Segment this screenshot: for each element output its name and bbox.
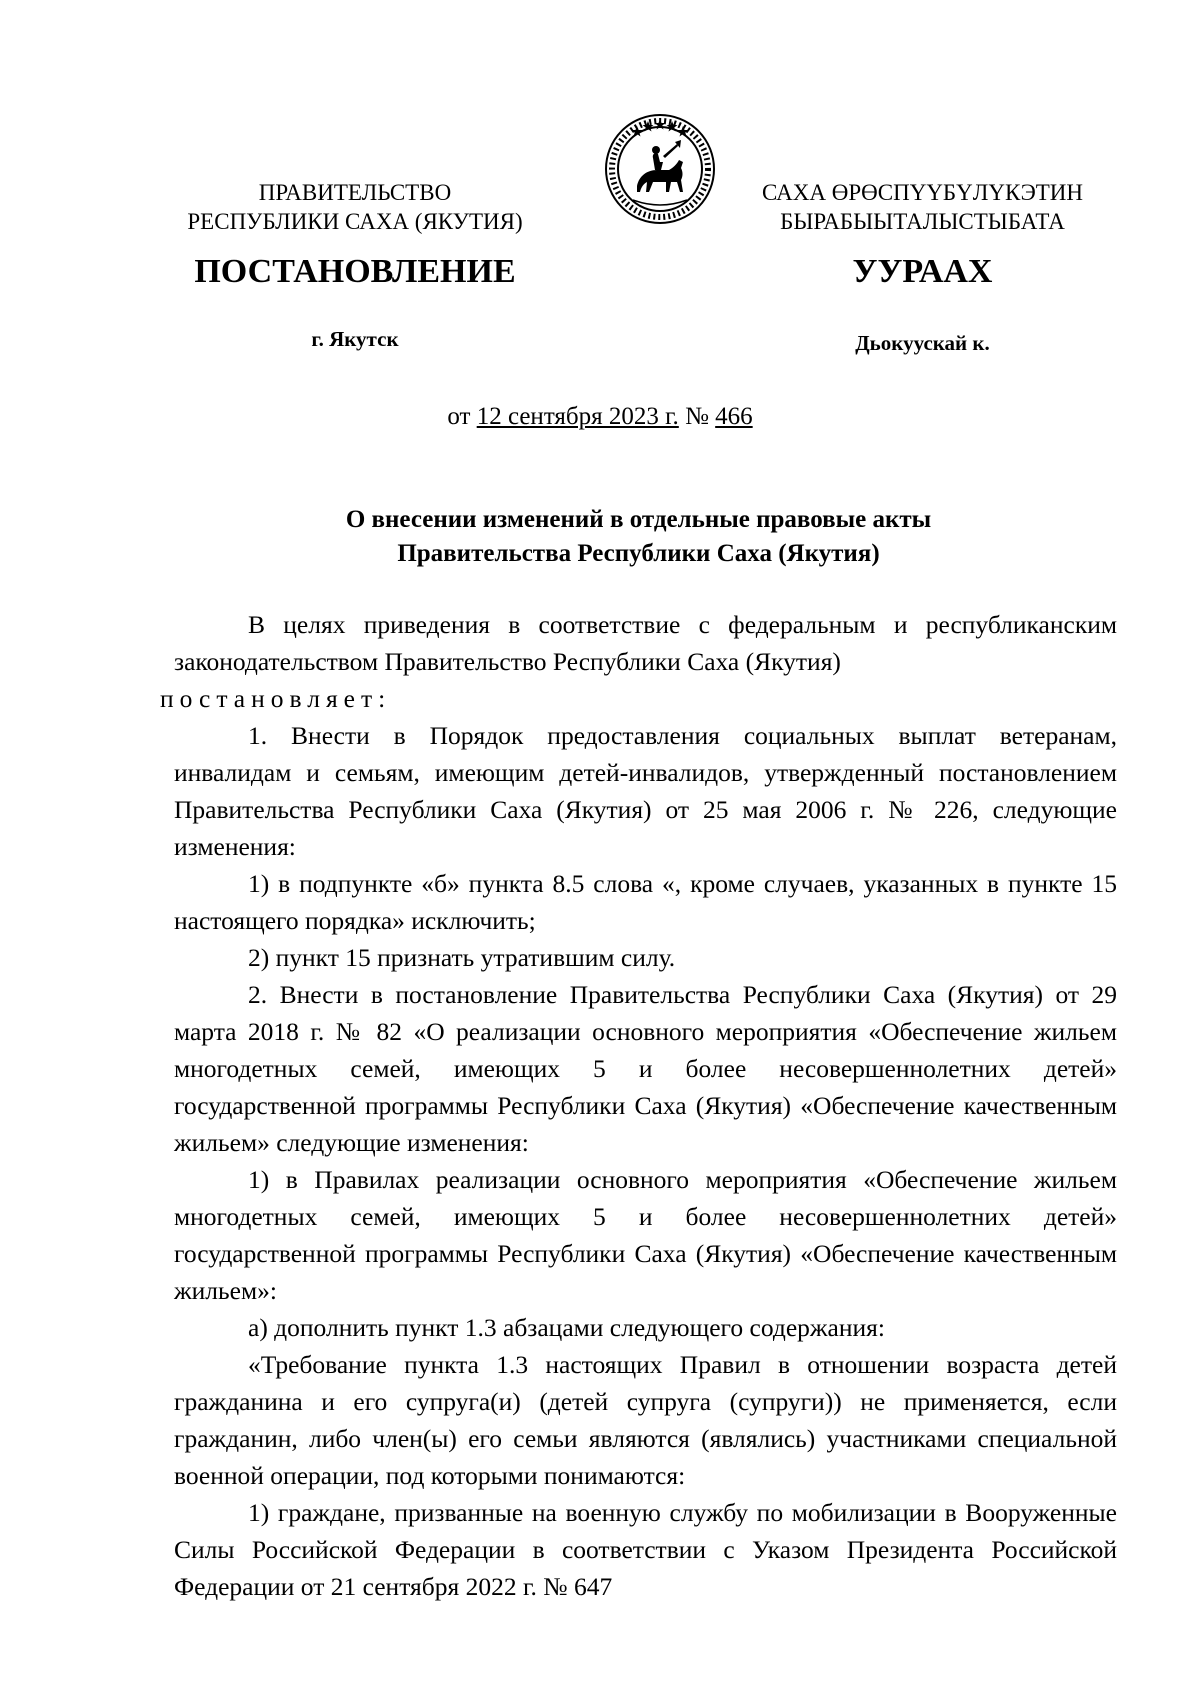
paragraph: 1) в подпункте «б» пункта 8.5 слова «, кроме случаев, указанных в пункте 15 настоящего порядка» исключить; bbox=[174, 869, 1117, 935]
date-prefix: от bbox=[447, 403, 471, 430]
title-line1: О внесении изменений в отдельные правовые акты bbox=[345, 506, 932, 533]
city-yakut: Дьокуускай к. bbox=[855, 331, 990, 355]
paragraph: «Требование пункта 1.3 настоящих Правил в отношении возраста детей гражданина и его супруга(и) (детей супруга (супруги)) не применяется, если гражданин, либо член(ы) его семьи являются (являлись) участниками специальной военной операции, под которыми понимаются: bbox=[174, 1350, 1117, 1490]
number-sign: № bbox=[685, 403, 709, 430]
document-date: 12 сентября 2023 г. bbox=[476, 403, 679, 430]
document-type-yakut: УУРААХ bbox=[852, 253, 993, 290]
document-title bbox=[160, 503, 1117, 571]
paragraph bbox=[174, 606, 1117, 680]
government-name-line2: РЕСПУБЛИКИ САХА (ЯКУТИЯ) bbox=[187, 209, 523, 234]
document-body bbox=[160, 606, 1117, 1605]
paragraph: а) дополнить пункт 1.3 абзацами следующего содержания: bbox=[248, 1313, 885, 1342]
government-name-line2: БЫРАБЫЫТАЛЫСТЫБАТА bbox=[780, 209, 1065, 234]
government-name-yakut bbox=[730, 178, 1115, 236]
paragraph-resolves: постановляет: bbox=[160, 684, 392, 713]
coat-of-arms-icon bbox=[603, 112, 717, 226]
document-type-russian: ПОСТАНОВЛЕНИЕ bbox=[194, 253, 516, 290]
government-name-line1: САХА ӨРӨСПҮҮБҮЛҮКЭТИН bbox=[761, 180, 1084, 205]
title-line2: Правительства Республики Саха (Якутия) bbox=[397, 540, 880, 567]
government-name-line1: ПРАВИТЕЛЬСТВО bbox=[258, 180, 452, 205]
paragraph: 2) пункт 15 признать утратившим силу. bbox=[248, 943, 676, 972]
paragraph-text: В целях приведения в соответствие с федеральным и республиканским законодательством Правительство Республики Саха (Якутия) bbox=[174, 610, 1117, 676]
paragraph: 1) граждане, призванные на военную службу по мобилизации в Вооруженные Силы Российской Федерации в соответствии с Указом Президента Российской Федерации от 21 сентября 2022 г. № 647 bbox=[174, 1498, 1117, 1601]
document-number: 466 bbox=[715, 403, 753, 430]
paragraph: 1) в Правилах реализации основного мероприятия «Обеспечение жильем многодетных семей, имеющих 5 и более несовершеннолетних детей» государственной программы Республики Саха (Якутия) «Обеспечение качественным жильем»: bbox=[174, 1165, 1117, 1305]
city-russian: г. Якутск bbox=[311, 327, 399, 351]
document-date-line bbox=[0, 403, 1200, 431]
paragraph: 2. Внести в постановление Правительства Республики Саха (Якутия) от 29 марта 2018 г. № 82 «О реализации основного мероприятия «Обеспечение жильем многодетных семей, имеющих 5 и более несовершеннолетних детей» государственной программы Республики Саха (Якутия) «Обеспечение качественным жильем» следующие изменения: bbox=[174, 980, 1117, 1157]
government-name-russian bbox=[160, 178, 550, 236]
paragraph: 1. Внести в Порядок предоставления социальных выплат ветеранам, инвалидам и семьям, имеющим детей-инвалидов, утвержденный постановлением Правительства Республики Саха (Якутия) от 25 мая 2006 г. № 226, следующие изменения: bbox=[174, 721, 1117, 861]
